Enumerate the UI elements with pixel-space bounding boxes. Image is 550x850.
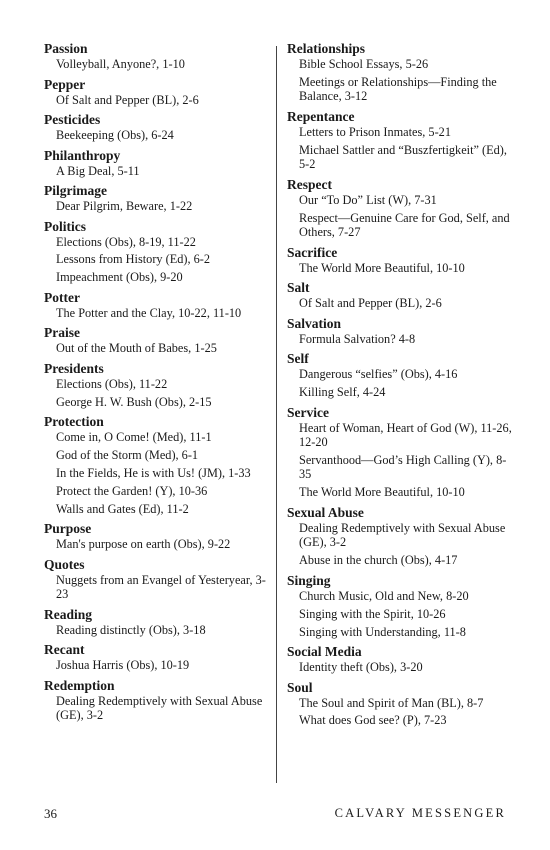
index-group [44, 76, 266, 108]
index-group [44, 324, 266, 356]
index-entry: Beekeeping (Obs), 6-24 [56, 128, 174, 142]
index-entry: Formula Salvation? 4-8 [299, 331, 416, 346]
index-entry: Impeachment (Obs), 9-20 [56, 270, 183, 285]
index-heading: Relationships [287, 41, 366, 56]
index-group [44, 520, 266, 552]
index-heading: Pepper [44, 76, 86, 92]
index-entry: Servanthood—God’s High Calling (Y), 8-35 [299, 452, 507, 482]
index-heading: Redemption [44, 677, 115, 693]
index-entry: Lessons from History (Ed), 6-2 [56, 252, 211, 267]
index-entry: Heart of Woman, Heart of God (W), 11-26, 12-20 [299, 420, 512, 450]
index-group [287, 679, 517, 728]
page-number: 36 [44, 806, 57, 821]
right-index-column [287, 40, 517, 731]
index-group [44, 413, 266, 516]
index-group [287, 315, 517, 347]
index-entry: Of Salt and Pepper (BL), 2-6 [56, 92, 199, 107]
index-entry: Abuse in the church (Obs), 4-17 [299, 553, 458, 568]
index-entry: Dealing Redemptively with Sexual Abuse (GE), 3-2 [56, 693, 263, 723]
index-entry: Reading distinctly (Obs), 3-18 [56, 622, 206, 637]
index-entry: Come in, O Come! (Med), 11-1 [56, 430, 212, 445]
index-heading: Protection [44, 414, 104, 430]
index-heading: Soul [287, 679, 313, 695]
index-group [44, 606, 266, 638]
index-heading: Self [287, 351, 309, 367]
index-group [44, 147, 266, 179]
index-heading: Sexual Abuse [287, 504, 364, 520]
index-heading: Politics [44, 218, 86, 234]
index-entry: The Soul and Spirit of Man (BL), 8-7 [299, 695, 484, 710]
index-entry: Singing with Understanding, 11-8 [299, 624, 466, 639]
index-entry: Elections (Obs), 11-22 [56, 376, 168, 391]
publication-title: CALVARY MESSENGER [334, 806, 506, 820]
index-heading: Quotes [44, 556, 85, 572]
index-group [44, 289, 266, 321]
index-group [287, 244, 517, 276]
index-group [44, 218, 266, 285]
index-group [44, 111, 266, 143]
index-entry: Church Music, Old and New, 8-20 [299, 588, 469, 603]
index-group [44, 360, 266, 409]
index-entry: Singing with the Spirit, 10-26 [299, 606, 446, 621]
index-entry: Of Salt and Pepper (BL), 2-6 [299, 296, 442, 311]
index-group [287, 643, 517, 675]
index-heading: Salt [287, 280, 310, 296]
index-entry: Walls and Gates (Ed), 11-2 [56, 501, 189, 516]
index-group [287, 279, 517, 311]
index-group [287, 404, 517, 500]
index-entry: Joshua Harris (Obs), 10-19 [56, 658, 190, 673]
index-group [287, 350, 517, 399]
index-heading: Passion [44, 41, 88, 56]
index-heading: Philanthropy [44, 147, 121, 163]
index-entry: Meetings or Relationships—Finding the Balance, 3-12 [299, 74, 497, 104]
index-group [44, 641, 266, 673]
index-heading: Pesticides [44, 112, 101, 127]
index-entry: Elections (Obs), 8-19, 11-22 [56, 234, 196, 249]
index-entry: The World More Beautiful, 10-10 [299, 260, 465, 275]
index-entry: Letters to Prison Inmates, 5-21 [299, 124, 451, 139]
index-group [44, 556, 266, 602]
index-entry: Dangerous “selfies” (Obs), 4-16 [299, 367, 458, 382]
index-heading: Presidents [44, 360, 104, 376]
index-heading: Respect [287, 176, 332, 192]
index-group [287, 504, 517, 568]
index-entry: Volleyball, Anyone?, 1-10 [56, 57, 185, 71]
index-heading: Repentance [287, 108, 355, 124]
index-heading: Salvation [287, 315, 342, 331]
index-entry: What does God see? (P), 7-23 [299, 713, 447, 728]
index-group [287, 176, 517, 240]
index-entry: Bible School Essays, 5-26 [299, 57, 429, 71]
index-entry: Michael Sattler and “Buszfertigkeit” (Ed), 5-2 [299, 142, 507, 172]
index-entry: Nuggets from an Evangel of Yesteryear, 3-23 [56, 572, 266, 602]
index-heading: Praise [44, 325, 80, 341]
left-index-column [44, 40, 266, 726]
index-group [44, 40, 266, 72]
index-entry: Protect the Garden! (Y), 10-36 [56, 483, 208, 498]
index-entry: A Big Deal, 5-11 [56, 163, 140, 178]
index-entry: Dear Pilgrim, Beware, 1-22 [56, 199, 193, 213]
index-group [287, 108, 517, 172]
index-entry: God of the Storm (Med), 6-1 [56, 448, 199, 463]
index-heading: Service [287, 404, 329, 420]
index-entry: The World More Beautiful, 10-10 [299, 485, 465, 500]
index-entry: Killing Self, 4-24 [299, 385, 386, 400]
index-group [287, 40, 517, 104]
index-group [44, 182, 266, 214]
index-heading: Potter [44, 289, 80, 305]
index-entry: In the Fields, He is with Us! (JM), 1-33 [56, 465, 251, 480]
index-entry: Man's purpose on earth (Obs), 9-22 [56, 537, 231, 552]
index-group [287, 572, 517, 639]
index-entry: Our “To Do” List (W), 7-31 [299, 192, 437, 207]
column-divider [276, 46, 277, 783]
index-heading: Recant [44, 642, 85, 658]
index-entry: Dealing Redemptively with Sexual Abuse (GE), 3-2 [299, 520, 506, 550]
index-heading: Social Media [287, 644, 362, 660]
index-heading: Reading [44, 606, 93, 622]
index-entry: Identity theft (Obs), 3-20 [299, 660, 423, 675]
index-group [44, 677, 266, 723]
index-heading: Pilgrimage [44, 183, 107, 198]
index-heading: Purpose [44, 521, 92, 537]
index-heading: Singing [287, 572, 331, 588]
index-entry: Respect—Genuine Care for God, Self, and Others, 7-27 [299, 210, 510, 240]
index-heading: Sacrifice [287, 244, 338, 260]
index-entry: The Potter and the Clay, 10-22, 11-10 [56, 305, 242, 320]
index-entry: Out of the Mouth of Babes, 1-25 [56, 341, 217, 356]
index-entry: George H. W. Bush (Obs), 2-15 [56, 394, 212, 409]
